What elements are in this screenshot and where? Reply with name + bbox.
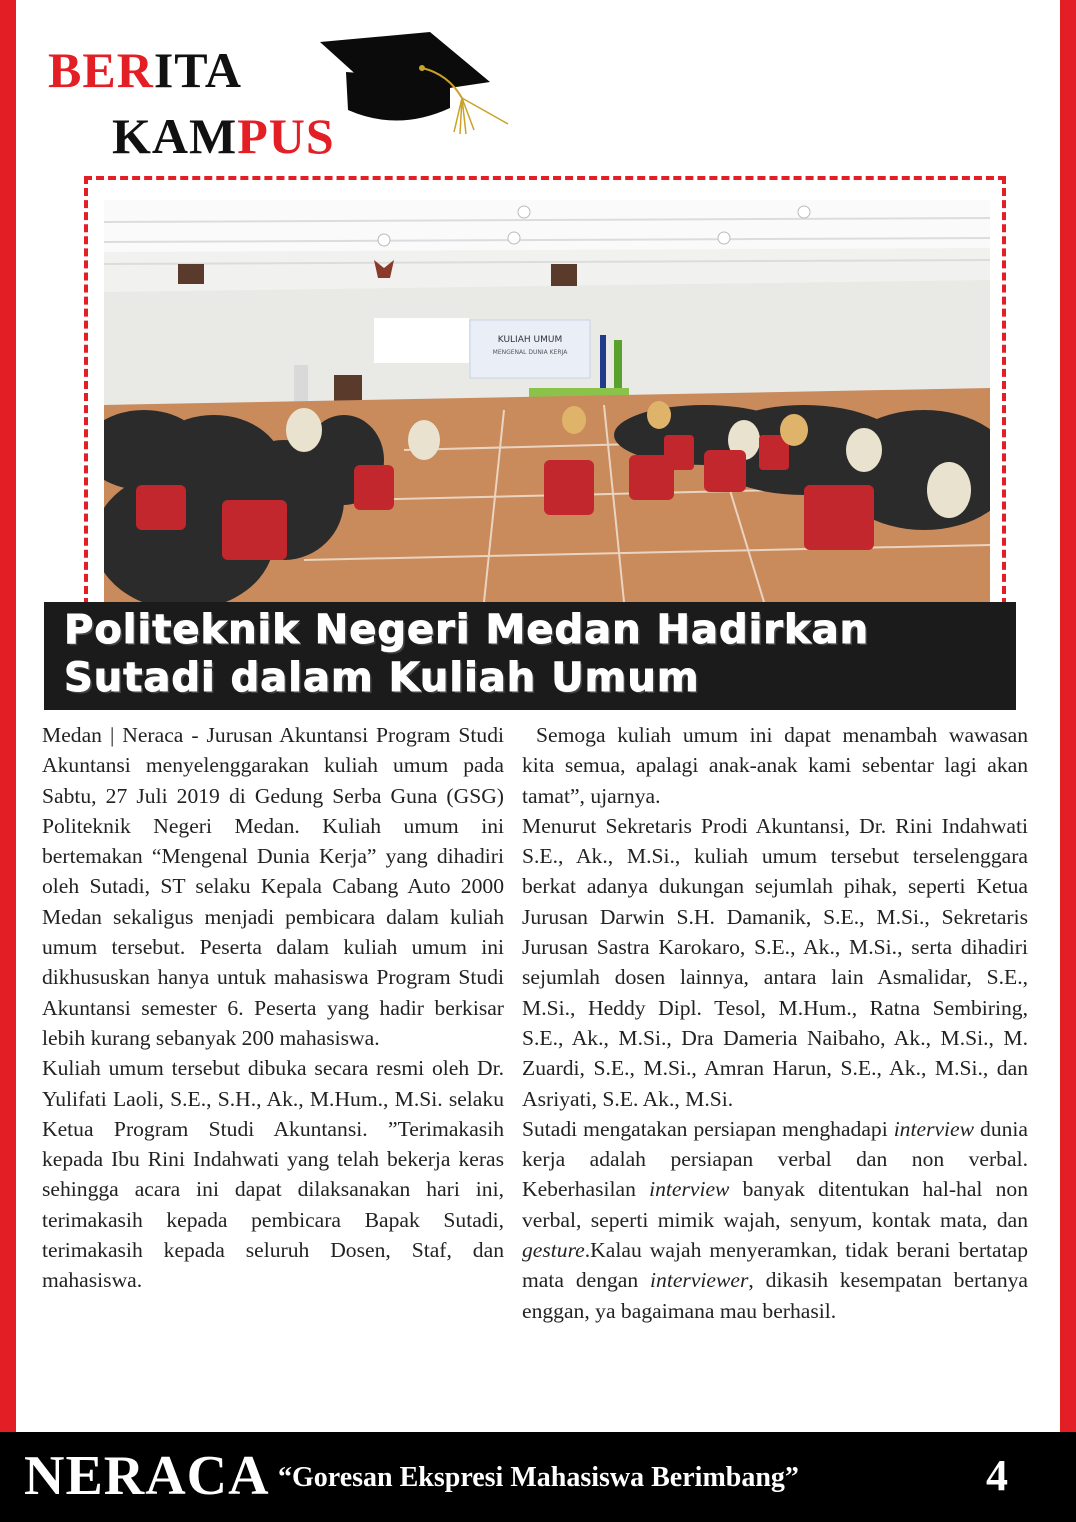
page-number: 4 [986,1451,1008,1500]
article-headline [64,606,1004,702]
graduation-cap-icon [318,28,518,138]
left-red-border [0,0,16,1432]
banner-subtitle: MENGENAL DUNIA KERJA [492,349,568,356]
footer-slogan: “Goresan Ekspresi Mahasiswa Berimbang” [278,1462,799,1493]
footer-bar [0,1432,1076,1522]
article-column-left [42,720,504,1296]
article-paragraph: Kuliah umum tersebut dibuka secara resmi oleh Dr. Yulifati Laoli, S.E., S.H., Ak., M.Hum., M.Si. selaku Ketua Program Studi Akuntansi. ”Terimakasih kepada Ibu Rini Indahwati yang telah bekerja keras sehingga acara ini dapat dilaksanakan hari ini, terimakasih kepada pembicara Bapak Sutadi, terimakasih kepada seluruh Dosen, Staf, dan mahasiswa. [42,1056,504,1293]
section-brand-line1: BERITA [48,42,243,98]
article-paragraph: Semoga kuliah umum ini dapat menambah wawasan kita semua, apalagi anak-anak kami sebentar lagi akan tamat”, ujarnya. [522,723,1028,808]
right-red-border [1060,0,1076,1432]
section-brand-line2: KAMPUS [112,108,335,164]
headline-line2: Sutadi dalam Kuliah Umum [64,655,700,701]
banner-title: KULIAH UMUM [497,335,563,345]
lecture-hall-illustration [104,200,990,602]
article-column-right [522,720,1028,1326]
lecture-hall-photo [104,200,990,602]
article-paragraph: Menurut Sekretaris Prodi Akuntansi, Dr. Rini Indahwati S.E., Ak., M.Si., kuliah umum tersebut terselenggara berkat adanya dukungan sejumlah pihak, seperti Ketua Jurusan Darwin S.H. Damanik, S.E., M.Si., Sekretaris Jurusan Sastra Karokaro, S.E., Ak., M.Si., serta dihadiri sejumlah dosen lainnya, antara lain Asmalidar, S.E., M.Si., Heddy Dipl. Tesol, M.Hum., Ratna Sembiring, S.E., Ak., M.Si., Dra Dameria Naibaho, Ak., M.Si., M. Zuardi, S.E., M.Si., Amran Harun, S.E., Ak., M.Si., dan Asriyati, S.E. Ak., M.Si. [522,813,1028,1111]
article-paragraph: Medan | Neraca - Jurusan Akuntansi Program Studi Akuntansi menyelenggarakan kuliah umum pada Sabtu, 27 Juli 2019 di Gedung Serba Guna (GSG) Politeknik Negeri Medan. Kuliah umum ini bertemakan “Mengenal Dunia Kerja” yang dihadiri oleh Sutadi, ST selaku Kepala Cabang Auto 2000 Medan sekaligus menjadi pembicara dalam kuliah umum tersebut. Peserta dalam kuliah umum ini dikhususkan hanya untuk mahasiswa Program Studi Akuntansi semester 6. Peserta yang hadir berkisar lebih kurang sebanyak 200 mahasiswa. [42,723,504,1050]
headline-line1: Politeknik Negeri Medan Hadirkan [64,607,870,653]
article-paragraph: Sutadi mengatakan persiapan menghadapi interview dunia kerja adalah persiapan verbal dan non verbal. Keberhasilan interview banyak ditentukan hal-hal non verbal, seperti mimik wajah, senyum, kontak mata, dan gesture.Kalau wajah menyeramkan, tidak berani bertatap mata dengan interviewer, dikasih kesempatan bertanya enggan, ya bagaimana mau berhasil. [522,1116,1029,1323]
footer-brand: NERACA [24,1445,270,1507]
